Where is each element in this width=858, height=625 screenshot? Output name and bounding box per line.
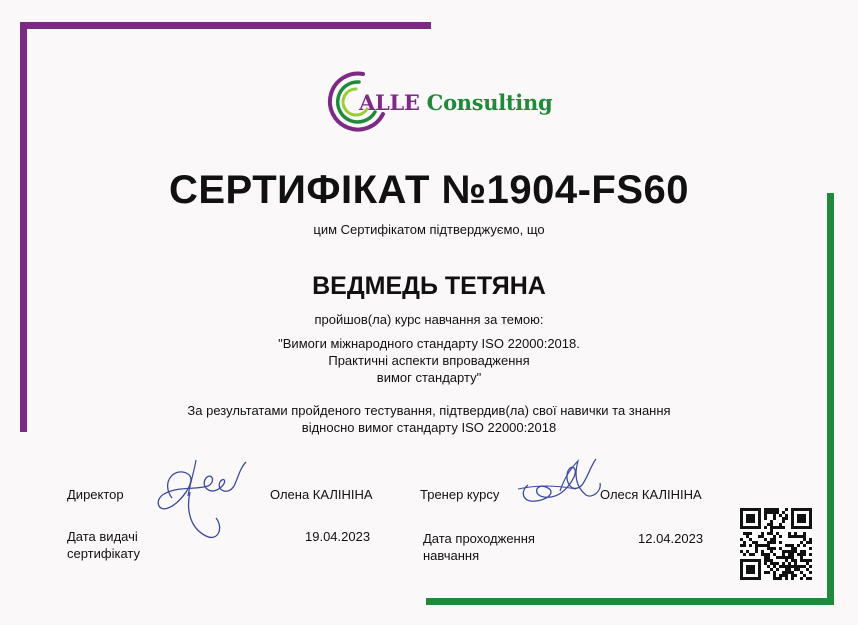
certificate-title: СЕРТИФІКАТ №1904-FS60 <box>168 168 689 212</box>
logo-suffix: Consulting <box>419 90 553 115</box>
issue-date-label-line: сертифікату <box>67 546 140 561</box>
logo-wordmark <box>359 90 552 115</box>
issue-date: 19.04.2023 <box>305 529 371 544</box>
course-topic-line: "Вимоги міжнародного стандарту ISO 22000:2018. <box>278 336 580 351</box>
director-signature <box>150 452 265 542</box>
green-frame-bottom <box>426 598 834 605</box>
course-topic-line: вимог стандарту" <box>376 370 482 385</box>
trainer-name: Олеся КАЛІНІНА <box>600 487 702 502</box>
green-frame-right <box>827 193 834 605</box>
course-topic <box>0 335 858 386</box>
company-logo <box>325 68 553 134</box>
completion-date: 12.04.2023 <box>638 531 704 546</box>
purple-frame-top <box>20 22 431 29</box>
qr-code-icon <box>740 508 812 580</box>
recipient-name: ВЕДМЕДЬ ТЕТЯНА <box>312 272 546 300</box>
trainer-label: Тренер курсу <box>420 487 500 502</box>
director-label: Директор <box>67 487 124 502</box>
course-passed-text: пройшов(ла) курс навчання за темою: <box>314 312 544 327</box>
result-statement <box>0 402 858 436</box>
certificate-subtitle: цим Сертифікатом підтверджуємо, що <box>313 222 545 237</box>
trainer-signature <box>516 455 606 510</box>
completion-date-label <box>423 530 535 564</box>
result-line: За результатами пройденого тестування, підтвердив(ла) свої навички та знання <box>187 403 671 418</box>
logo-brand: ALLE <box>359 90 420 115</box>
director-name: Олена КАЛІНІНА <box>270 487 373 502</box>
issue-date-label-line: Дата видачі <box>67 529 138 544</box>
completion-date-label-line: Дата проходження <box>423 531 535 546</box>
result-line: відносно вимог стандарту ISO 22000:2018 <box>301 420 557 435</box>
course-topic-line: Практичні аспекти впровадження <box>328 353 530 368</box>
issue-date-label <box>67 528 140 562</box>
completion-date-label-line: навчання <box>423 548 480 563</box>
